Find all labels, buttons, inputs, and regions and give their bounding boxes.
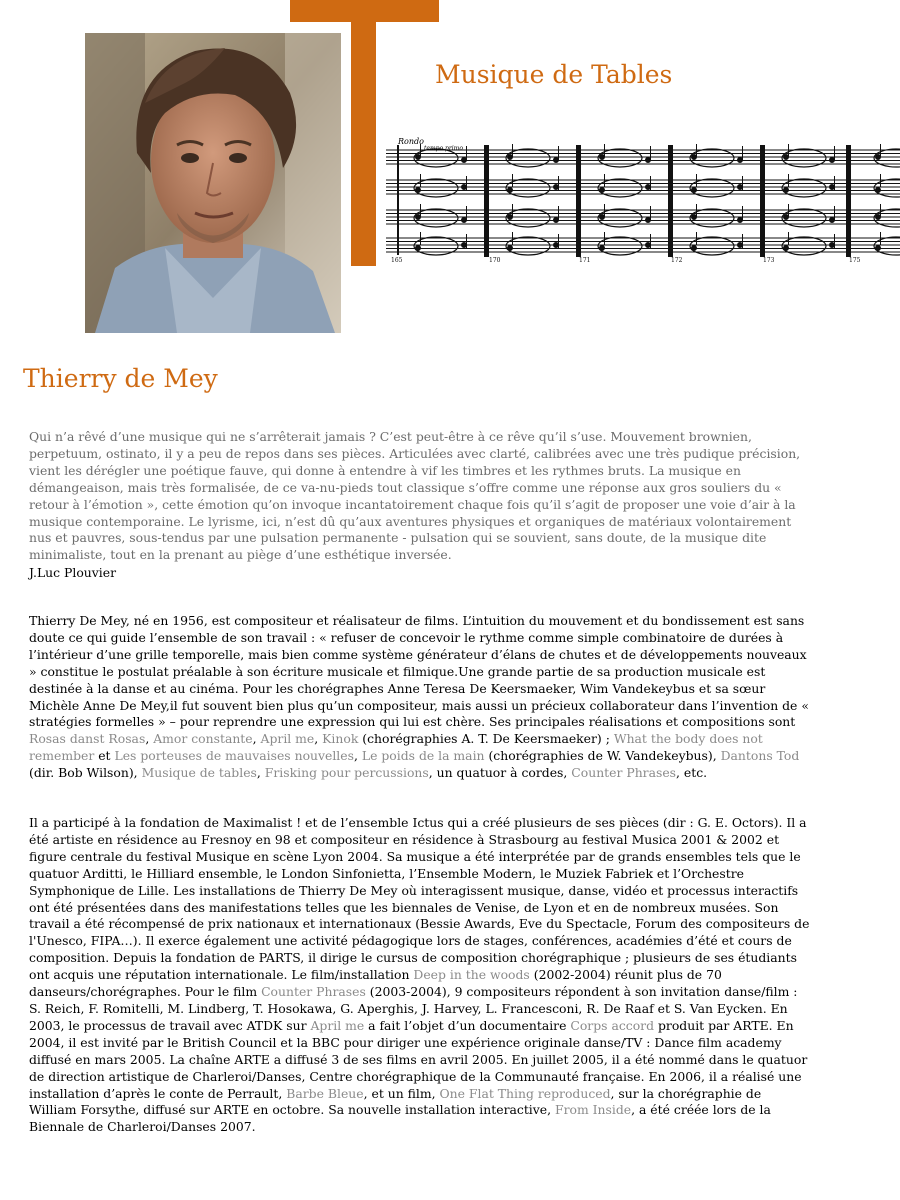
note-head <box>508 215 513 220</box>
note-head <box>784 188 789 193</box>
note-head <box>738 243 743 248</box>
bio-text: , sur la chorégraphie de William Forsythe, diffusé sur ARTE en octobre. Sa nouvelle installation interactive, <box>29 1085 762 1118</box>
note-head <box>508 155 513 160</box>
note-head <box>416 188 421 193</box>
bio-text: , et un film, <box>363 1085 440 1101</box>
bio-text: , a été créée lors de la Biennale de Charleroi/Danses 2007. <box>29 1102 771 1135</box>
note-head <box>876 246 881 251</box>
bio-text: , <box>314 731 323 747</box>
bio-text: Il a participé à la fondation de Maximalist ! et de l’ensemble Ictus qui a créé plusieurs de ses pièces (dir : G. E. Octors). Il a été artiste en résidence au Fresnoy en 98 et compositeur en résidence à Strasbourg au festival Musica 2001 & 2002 et figure centrale du festival Musique en scène Lyon 2004. Sa musique a été interprétée par de grands ensembles tels que le quatuor Arditti, le Hilliard ensemble, le London Sinfonietta, l’Ensemble Modern, le Muziek Fabriek et l’Orchestre Symphonique de Lille. Les installations de Thierry De Mey où interagissent musique, danse, vidéo et processus interactifs ont été présentées dans des manifestations telles que les biennales de Venise, de Lyon et en de nombreux musées. Son travail a été récompensé de prix nationaux et internationaux (Bessie Awards, Eve du Spectacle, Forum des compositeurs de l'Unesco, FIPA…). Il exerce également une activité pédagogique lors de stages, conférences, académies d’été et cours de composition. Depuis la fondation de PARTS, il dirige le cursus de composition chorégraphique ; plusieurs de ses étudiants ont acquis une réputation internationale. Le film/installation <box>29 815 810 983</box>
bio-text: a fait l’objet d’un documentaire <box>364 1017 571 1033</box>
quote-author: J.Luc Plouvier <box>29 565 116 580</box>
note-head <box>554 243 559 248</box>
note-head <box>876 215 881 220</box>
note-head <box>692 155 697 160</box>
note-head <box>830 158 835 163</box>
work-link-corps-accord[interactable]: Corps accord <box>570 1017 655 1033</box>
work-link-frisking[interactable]: Frisking pour percussions <box>264 765 429 781</box>
note-head <box>416 246 421 251</box>
bio-text: , etc. <box>676 765 708 781</box>
score-rondo-label: Rondo <box>398 137 424 146</box>
note-head <box>600 188 605 193</box>
note-head <box>784 215 789 220</box>
artist-name: Thierry de Mey <box>23 364 218 393</box>
work-link-amor-constante[interactable]: Amor constante <box>153 731 253 747</box>
bio-text: , un quatuor à cordes, <box>428 765 572 781</box>
biography-paragraph-1 <box>29 613 811 782</box>
note-head <box>600 155 605 160</box>
bar-line <box>484 145 489 257</box>
bio-text: , <box>145 731 154 747</box>
work-link-rosas-danst-rosas[interactable]: Rosas danst Rosas <box>29 731 146 747</box>
note-head <box>416 215 421 220</box>
work-link-one-flat-thing[interactable]: One Flat Thing reproduced <box>439 1085 611 1101</box>
bio-text: (dir. Bob Wilson), <box>29 765 142 781</box>
note-head <box>416 155 421 160</box>
bio-text: produit par ARTE. En 2004, il est invité par le British Council et la BBC pour diriger une expérience originale danse/TV : Dance film academy diffusé en mars 2005. La chaîne ARTE a diffusé 3 de ses films en avril 2005. En juillet 2005, il a été nommé dans le quatuor de direction artistique de Charleroi/Danses, Centre chorégraphique de la Communauté française. En 2006, il a réalisé une installation d’après le conte de Perrault, <box>29 1017 808 1101</box>
artist-portrait <box>85 33 341 333</box>
measure-number: 172 <box>671 257 683 264</box>
work-link-le-poids-de-la-main[interactable]: Le poids de la main <box>361 748 485 764</box>
biography-paragraph-2 <box>29 815 811 1136</box>
work-link-counter-phrases-film[interactable]: Counter Phrases <box>261 984 366 1000</box>
work-link-dantons-tod[interactable]: Dantons Tod <box>720 748 800 764</box>
note-head <box>646 158 651 163</box>
note-head <box>462 243 467 248</box>
note-head <box>646 243 651 248</box>
note-head <box>462 218 467 223</box>
work-title: Musique de Tables <box>435 60 673 89</box>
bar-line <box>760 145 765 257</box>
work-link-april-me[interactable]: April me <box>260 731 315 747</box>
measure-number: 171 <box>579 257 591 264</box>
bio-text: Thierry De Mey, né en 1956, est compositeur et réalisateur de films. L’intuition du mouvement et du bondissement est sans doute ce qui guide l’ensemble de son travail : « refuser de concevoir le rythme comme simple combinatoire de durées à l’intérieur d’une grille temporelle, mais bien comme système générateur d’élans de chutes et de développements nouveaux » constitue le postulat préalable à son écriture musicale et filmique.Une grande partie de sa production musicale est destinée à la danse et au cinéma. Pour les chorégraphes Anne Teresa De Keersmaeker, Wim Vandekeybus et sa sœur Michèle Anne De Mey,il fut souvent bien plus qu’un compositeur, mais aussi un précieux collaborateur dans l’invention de « stratégies formelles » – pour reprendre une expression qui lui est chère. Ses principales réalisations et compositions sont <box>29 613 809 730</box>
note-head <box>876 155 881 160</box>
note-head <box>646 185 651 190</box>
bio-text: , <box>353 748 362 764</box>
bio-text: (chorégraphies A. T. De Keersmaeker) ; <box>358 731 614 747</box>
note-head <box>554 218 559 223</box>
bio-text: et <box>94 748 115 764</box>
note-head <box>692 246 697 251</box>
bio-text: (chorégraphies de W. Vandekeybus), <box>484 748 721 764</box>
note-head <box>784 246 789 251</box>
work-link-what-the-body[interactable]: What the body does not remember <box>29 731 763 764</box>
music-score-image <box>376 130 900 265</box>
note-head <box>738 158 743 163</box>
work-link-musique-de-tables[interactable]: Musique de tables <box>141 765 257 781</box>
measure-number: 173 <box>763 257 775 264</box>
note-head <box>692 188 697 193</box>
note-head <box>462 185 467 190</box>
work-link-kinok[interactable]: Kinok <box>322 731 359 747</box>
note-head <box>738 218 743 223</box>
note-head <box>508 188 513 193</box>
measure-number: 165 <box>391 257 403 264</box>
t-logo-stem <box>351 0 376 266</box>
work-link-april-me-2[interactable]: April me <box>310 1017 365 1033</box>
bio-text: (2002-2004) réunit plus de 70 danseurs/chorégraphes. Pour le film <box>29 967 722 1000</box>
note-head <box>554 158 559 163</box>
work-link-from-inside[interactable]: From Inside <box>554 1102 632 1118</box>
note-head <box>876 188 881 193</box>
work-link-deep-in-the-woods[interactable]: Deep in the woods <box>413 967 530 983</box>
measure-number: 170 <box>489 257 501 264</box>
bar-line <box>846 145 851 257</box>
note-head <box>830 243 835 248</box>
note-head <box>738 185 743 190</box>
note-head <box>462 158 467 163</box>
measure-number: 175 <box>849 257 861 264</box>
quote-text: Qui n’a rêvé d’une musique qui ne s’arrêterait jamais ? C’est peut-être à ce rêve qu’il s’use. Mouvement brownien, perpetuum, ostinato, il y a peu de repos dans ses pièces. Articulées avec clarté, calibrées avec une très pudique précision, vient les dérégler une poétique fauve, qui donne à entendre à vif les timbres et les rythmes bruts. La musique en démangeaison, mais très formalisée, de ce va-nu-pieds tout classique s’offre comme une réponse aux gros souliers du « retour à l’émotion », cette émotion qu’on invoque incantatoirement chaque fois qu’il s’agit de proposer une voie d’air à la musique contemporaine. Le lyrisme, ici, n’est dû qu’aux aventures physiques et organiques de matériaux volontairement nus et pauvres, sous-tendus par une pulsation permanente - pulsation qui se souvient, sans doute, de la musique dite minimaliste, tout en la prenant au piège d’une esthétique inversée. <box>29 429 801 563</box>
note-head <box>554 185 559 190</box>
note-head <box>784 155 789 160</box>
note-head <box>600 215 605 220</box>
bar-line <box>668 145 673 257</box>
note-head <box>830 185 835 190</box>
work-link-les-porteuses[interactable]: Les porteuses de mauvaises nouvelles <box>114 748 354 764</box>
bio-text: , <box>252 731 261 747</box>
work-link-counter-phrases[interactable]: Counter Phrases <box>571 765 677 781</box>
note-head <box>508 246 513 251</box>
bio-text: (2003-2004), 9 compositeurs répondent à son invitation danse/film : S. Reich, F. Romitelli, M. Lindberg, T. Hosokawa, G. Aperghis, J. Harvey, L. Francesconi, R. De Raaf et S. Van Eycken. En 2003, le processus de travail avec ATDK sur <box>29 984 798 1033</box>
bio-text: , <box>256 765 265 781</box>
note-head <box>830 218 835 223</box>
note-head <box>692 215 697 220</box>
work-link-barbe-bleue[interactable]: Barbe Bleue <box>286 1085 364 1101</box>
note-head <box>646 218 651 223</box>
note-head <box>600 246 605 251</box>
bar-line <box>576 145 581 257</box>
score-tempo-label: tempo primo <box>424 145 463 152</box>
